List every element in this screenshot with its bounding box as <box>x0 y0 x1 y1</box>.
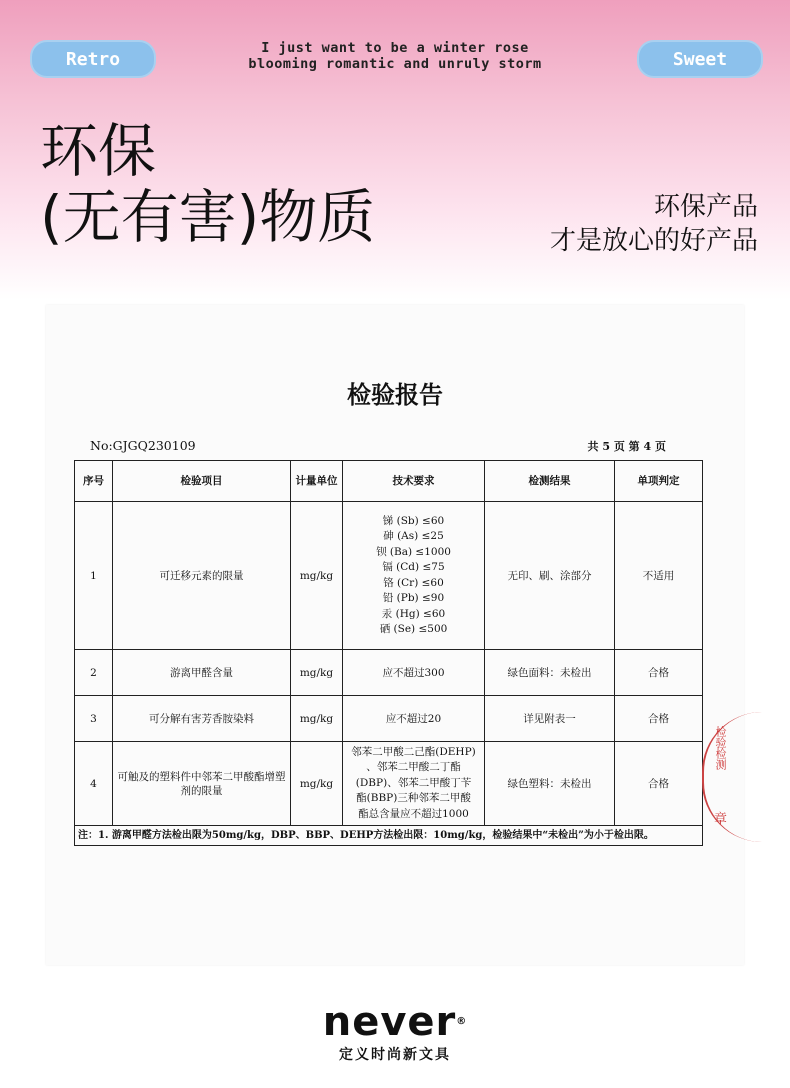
cell-item: 游离甲醛含量 <box>113 650 291 696</box>
headline-line-2: (无有害)物质 <box>40 183 376 251</box>
cell-spec: 应不超过300 <box>343 650 485 696</box>
cell-verdict: 不适用 <box>615 502 703 650</box>
headline-line-1: 环保 <box>40 117 157 185</box>
stamp-text-icon: 章 <box>714 812 728 827</box>
column-header-no: 序号 <box>75 461 113 502</box>
spec-line: 铅 (Pb) ≤90 <box>382 592 445 604</box>
cell-no: 4 <box>75 742 113 826</box>
table-row <box>75 650 703 696</box>
retro-badge: Retro <box>30 40 156 78</box>
cell-verdict: 合格 <box>615 696 703 742</box>
table-row <box>75 742 703 826</box>
cell-spec <box>343 742 485 826</box>
cell-result: 无印、刷、涂部分 <box>485 502 615 650</box>
spec-line: 铬 (Cr) ≤60 <box>383 576 444 589</box>
cell-verdict: 合格 <box>615 742 703 826</box>
cell-no: 2 <box>75 650 113 696</box>
spec-line: 、邻苯二甲酸二丁酯 <box>366 761 461 774</box>
cell-spec: 应不超过20 <box>343 696 485 742</box>
report-table <box>74 460 703 846</box>
column-header-spec: 技术要求 <box>343 461 485 502</box>
table-row <box>75 502 703 650</box>
cell-unit: mg/kg <box>291 650 343 696</box>
tagline <box>170 40 620 72</box>
brand-slogan: 定义时尚新文具 <box>339 1047 451 1063</box>
spec-line: 酯总含量应不超过1000 <box>358 807 469 820</box>
column-header-item: 检验项目 <box>113 461 291 502</box>
cell-spec <box>343 502 485 650</box>
red-seal-stamp <box>708 712 748 842</box>
registered-mark: ® <box>456 1016 468 1027</box>
cell-unit: mg/kg <box>291 742 343 826</box>
cell-item: 可触及的塑料件中邻苯二甲酸酯增塑剂的限量 <box>113 742 291 826</box>
spec-line: 锑 (Sb) ≤60 <box>382 514 445 527</box>
inspection-report-document <box>46 305 744 965</box>
spec-line: 邻苯二甲酸二己酯(DEHP) <box>351 745 476 758</box>
spec-line: 酯(BBP)三种邻苯二甲酸 <box>356 792 471 805</box>
cell-result: 绿色塑料：未检出 <box>485 742 615 826</box>
spec-line: 汞 (Hg) ≤60 <box>381 607 446 620</box>
tagline-line-2: blooming romantic and unruly storm <box>248 56 542 72</box>
table-note-row <box>75 826 703 846</box>
report-number: No:GJGQ230109 <box>90 438 196 453</box>
spec-line: 硒 (Se) ≤500 <box>379 623 448 635</box>
spec-line: 钡 (Ba) ≤1000 <box>376 545 451 558</box>
brand-logo <box>0 1000 790 1044</box>
report-page-info: 共 5 页 第 4 页 <box>587 440 666 453</box>
sweet-badge: Sweet <box>637 40 763 78</box>
column-header-result: 检测结果 <box>485 461 615 502</box>
cell-no: 1 <box>75 502 113 650</box>
report-note: 注：1. 游离甲醛方法检出限为50mg/kg，DBP、BBP、DEHP方法检出限：10mg/kg，检验结果中“未检出”为小于检出限。 <box>75 826 703 846</box>
spec-line: (DBP)、邻苯二甲酸丁苄 <box>355 776 472 789</box>
cell-unit: mg/kg <box>291 502 343 650</box>
cell-verdict: 合格 <box>615 650 703 696</box>
table-row <box>75 696 703 742</box>
table-header-row <box>75 461 703 502</box>
cell-unit: mg/kg <box>291 696 343 742</box>
cell-item: 可分解有害芳香胺染料 <box>113 696 291 742</box>
stamp-text-icon: 检验检测 <box>714 726 727 770</box>
column-header-verdict: 单项判定 <box>615 461 703 502</box>
subheadline-line-2: 才是放心的好产品 <box>549 226 758 256</box>
cell-result: 详见附表一 <box>485 696 615 742</box>
cell-item: 可迁移元素的限量 <box>113 502 291 650</box>
cell-no: 3 <box>75 696 113 742</box>
tagline-line-1: I just want to be a winter rose <box>261 40 529 56</box>
cell-result: 绿色面料：未检出 <box>485 650 615 696</box>
subheadline-line-1: 环保产品 <box>653 192 758 222</box>
report-title: 检验报告 <box>347 380 443 409</box>
column-header-unit: 计量单位 <box>291 461 343 502</box>
subheadline <box>550 190 758 258</box>
brand-logo-text: never <box>322 999 457 1045</box>
headline <box>40 118 375 250</box>
spec-line: 镉 (Cd) ≤75 <box>382 561 445 573</box>
spec-line: 砷 (As) ≤25 <box>383 530 444 542</box>
